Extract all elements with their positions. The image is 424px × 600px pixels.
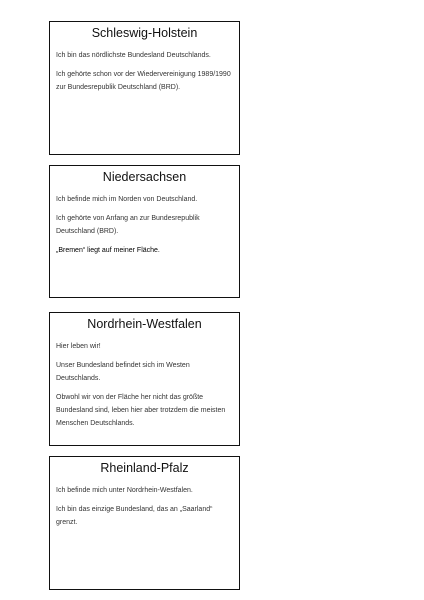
card-paragraph: Hier leben wir! (56, 343, 101, 350)
card-paragraph: Ich gehörte schon vor der Wiedervereinigung 1989/1990 zur Bundesrepublik Deutschland (BRD). (56, 71, 231, 91)
card-title: Rheinland-Pfalz (100, 461, 189, 475)
card-niedersachsen (49, 165, 240, 298)
card-paragraph: Obwohl wir von der Fläche her nicht das größte Bundesland sind, leben hier aber trotzdem die meisten Menschen Deutschlands. (56, 394, 226, 427)
card-paragraph: Unser Bundesland befindet sich im Westen Deutschlands. (56, 362, 190, 382)
card-paragraph: Ich befinde mich unter Nordrhein-Westfalen. (56, 487, 193, 494)
card-paragraph: Ich bin das einzige Bundesland, das an „Saarland“ grenzt. (56, 506, 213, 526)
card-title: Niedersachsen (102, 170, 187, 184)
card-title: Nordrhein-Westfalen (87, 317, 202, 331)
card-paragraph: Ich bin das nördlichste Bundesland Deutschlands. (56, 52, 211, 59)
card-rheinland-pfalz (49, 456, 240, 590)
card-paragraph: „Bremen“ liegt auf meiner Fläche. (56, 247, 160, 254)
card-title: Schleswig-Holstein (91, 26, 198, 40)
card-paragraph: Ich gehörte von Anfang an zur Bundesrepublik Deutschland (BRD). (56, 215, 200, 235)
card-nordrhein-westfalen (49, 312, 240, 446)
card-paragraph: Ich befinde mich im Norden von Deutschland. (56, 196, 198, 203)
card-schleswig-holstein (49, 21, 240, 155)
